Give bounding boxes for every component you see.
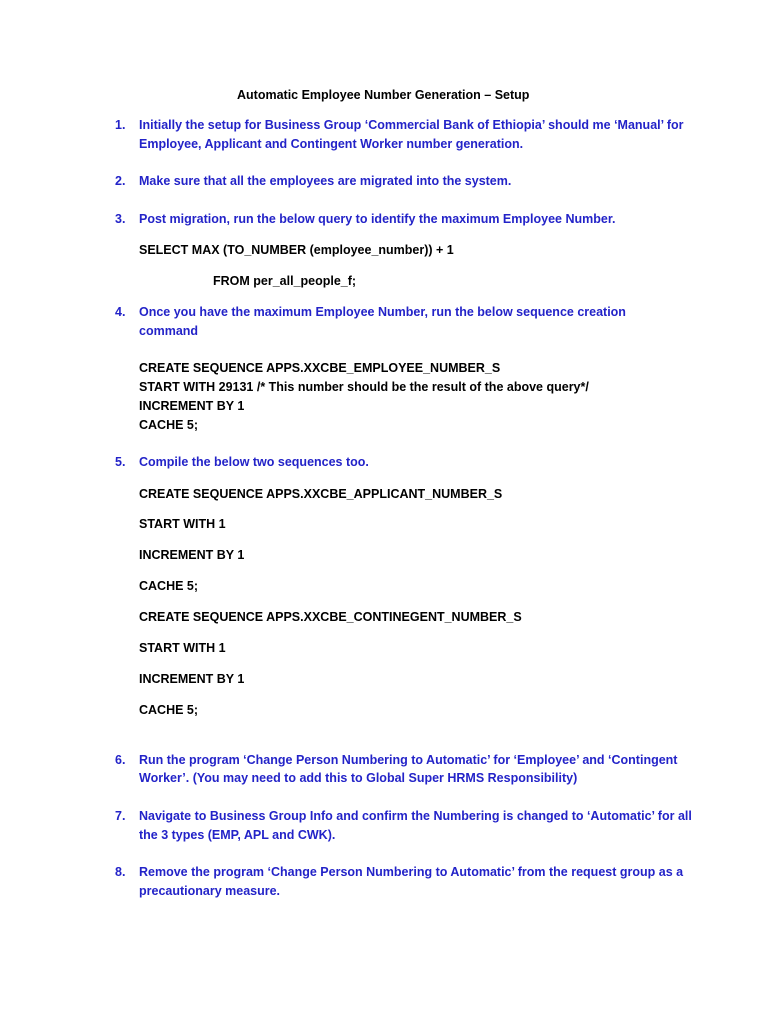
- step-3-line-1: Post migration, run the below query to identify the maximum Employee Number.: [139, 212, 616, 226]
- step-number: 1.: [115, 118, 126, 132]
- query-select-line: SELECT MAX (TO_NUMBER (employee_number)) + 1: [139, 243, 454, 257]
- step-number: 5.: [115, 455, 126, 469]
- step-8-line-2: precautionary measure.: [139, 884, 281, 898]
- applicant-seq-cache: CACHE 5;: [139, 579, 199, 593]
- step-2-line-1: Make sure that all the employees are migrated into the system.: [139, 174, 512, 188]
- employee-seq-create: CREATE SEQUENCE APPS.XXCBE_EMPLOYEE_NUMBER_S: [139, 361, 501, 375]
- applicant-seq-start: START WITH 1: [139, 517, 226, 531]
- step-5-line-1: Compile the below two sequences too.: [139, 455, 369, 469]
- step-6-line-2: Worker’. (You may need to add this to Global Super HRMS Responsibility): [139, 771, 578, 785]
- step-number: 4.: [115, 305, 126, 319]
- step-4-line-2: command: [139, 324, 199, 338]
- step-7-line-2: the 3 types (EMP, APL and CWK).: [139, 828, 336, 842]
- contingent-seq-cache: CACHE 5;: [139, 703, 199, 717]
- contingent-seq-create: CREATE SEQUENCE APPS.XXCBE_CONTINEGENT_NUMBER_S: [139, 610, 522, 624]
- applicant-seq-create: CREATE SEQUENCE APPS.XXCBE_APPLICANT_NUMBER_S: [139, 487, 503, 501]
- employee-seq-increment: INCREMENT BY 1: [139, 399, 245, 413]
- query-from-line: FROM per_all_people_f;: [213, 274, 357, 288]
- page-title: Automatic Employee Number Generation – Setup: [237, 88, 530, 102]
- step-8-line-1: Remove the program ‘Change Person Numbering to Automatic’ from the request group as a: [139, 865, 684, 879]
- step-number: 2.: [115, 174, 126, 188]
- step-number: 3.: [115, 212, 126, 226]
- step-6-line-1: Run the program ‘Change Person Numbering to Automatic’ for ‘Employee’ and ‘Contingent: [139, 753, 678, 767]
- step-number: 7.: [115, 809, 126, 823]
- step-number: 8.: [115, 865, 126, 879]
- employee-seq-start: START WITH 29131 /* This number should be the result of the above query*/: [139, 380, 589, 394]
- step-7-line-1: Navigate to Business Group Info and confirm the Numbering is changed to ‘Automatic’ for all: [139, 809, 692, 823]
- step-number: 6.: [115, 753, 126, 767]
- contingent-seq-increment: INCREMENT BY 1: [139, 672, 245, 686]
- step-1-line-1: Initially the setup for Business Group ‘Commercial Bank of Ethiopia’ should me ‘Manual’ for: [139, 118, 684, 132]
- step-1-line-2: Employee, Applicant and Contingent Worker number generation.: [139, 137, 524, 151]
- employee-seq-cache: CACHE 5;: [139, 418, 199, 432]
- step-4-line-1: Once you have the maximum Employee Number, run the below sequence creation: [139, 305, 626, 319]
- applicant-seq-increment: INCREMENT BY 1: [139, 548, 245, 562]
- contingent-seq-start: START WITH 1: [139, 641, 226, 655]
